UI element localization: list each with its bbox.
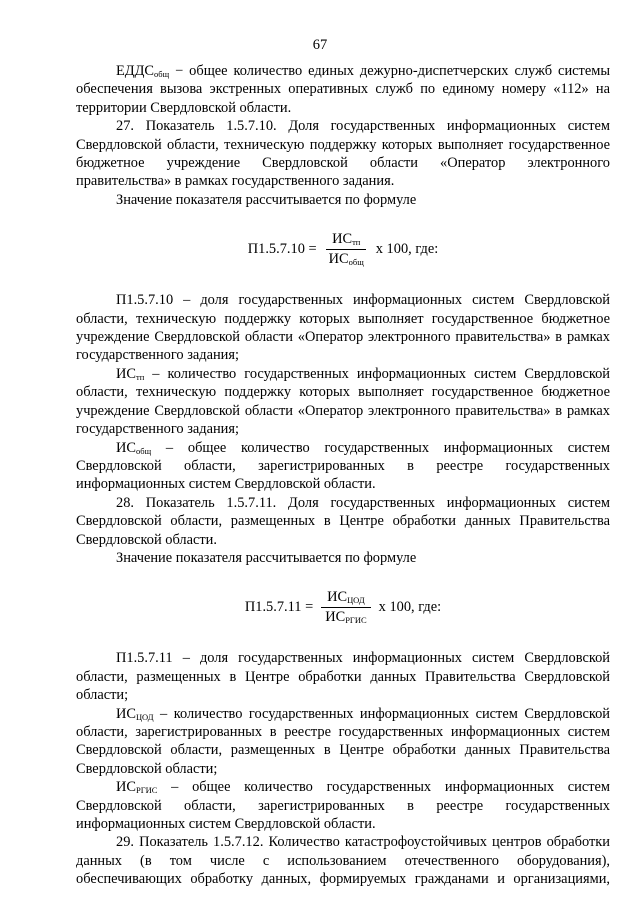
document-body: [76, 62, 610, 889]
paragraph-p1-5-7-11-definition: П1.5.7.11 – доля государственных информационных систем Свердловской области, размещенных в Центре обработки данных Правительства Свердловской области;: [76, 650, 610, 704]
paragraph-indicator-27: 27. Показатель 1.5.7.10. Доля государственных информационных систем Свердловской области, техническую поддержку которых выполняет государственное бюджетное учреждение Свердловской области «Оператор электронного правительства» в рамках государственного задания.: [76, 118, 610, 190]
formula-left: П1.5.7.11 =: [244, 599, 314, 616]
formula-right: х 100, где:: [375, 241, 439, 258]
paragraph-indicator-28: 28. Показатель 1.5.7.11. Доля государственных информационных систем Свердловской области, размещенных в Центре обработки данных Правительства Свердловской области.: [76, 494, 610, 548]
term-subscript: общ: [154, 69, 170, 79]
paragraph-indicator-29: 29. Показатель 1.5.7.12. Количество катастрофоустойчивых центров обработки данных (в том числе с использованием отечественного оборудования), обеспечивающих обработку данных, формируемых гражданами и организациями,: [76, 834, 610, 888]
formula-fraction: [323, 231, 370, 268]
paragraph-p1-5-7-10-definition: П1.5.7.10 – доля государственных информационных систем Свердловской области, техническую поддержку которых выполняет государственное бюджетное учреждение Свердловской области «Оператор электронного правительства» в рамках государственного задания;: [76, 292, 610, 364]
definition-text: − общее количество единых дежурно-диспетчерских служб системы обеспечения вызова экстренных оперативных служб по единому номеру «112» на территории Свердловской области.: [76, 63, 610, 116]
paragraph-formula-intro-1: Значение показателя рассчитывается по формуле: [116, 191, 417, 208]
formula-right: х 100, где:: [378, 599, 442, 616]
formula-denominator: $ИС_{РГИС}$: [325, 608, 367, 625]
paragraph-is-obsh-definition: $ИС_{общ}$ – общее количество государственных информационных систем Свердловской области, зарегистрированных в реестре государственных информационных систем Свердловской области.: [76, 439, 610, 493]
term: ЕДДС: [116, 63, 155, 79]
formula-denominator: $ИС_{общ}$: [328, 250, 364, 267]
paragraph-is-rgis-definition: $ИС_{РГИС}$ – общее количество государственных информационных систем Свердловской области, зарегистрированных в реестре государственных информационных систем Свердловской области.: [76, 779, 610, 832]
formula-fraction: [319, 589, 372, 626]
formula-1-5-7-10: [76, 219, 610, 279]
formula-1-5-7-11: [76, 577, 610, 637]
paragraph-eddс-definition: [76, 62, 610, 117]
paragraph-formula-intro-2: Значение показателя рассчитывается по формуле: [116, 549, 417, 566]
paragraph-is-tsod-definition: $ИС_{ЦОД}$ – количество государственных информационных систем Свердловской области, зарегистрированных в реестре государственных информационных систем Свердловской области, размещенных в Центре обработки данных Правительства Свердловской области;: [76, 705, 610, 777]
formula-left: П1.5.7.10 =: [247, 241, 317, 258]
page-number: 67: [312, 37, 328, 53]
formula-numerator: $ИС_{тп}$: [326, 231, 366, 250]
paragraph-is-tp-definition: $ИС_{тп}$ – количество государственных информационных систем Свердловской области, техническую поддержку которых выполняет государственное бюджетное учреждение Свердловской области «Оператор электронного правительства» в рамках государственного задания;: [76, 365, 610, 438]
formula-numerator: $ИС_{ЦОД}$: [321, 589, 371, 608]
